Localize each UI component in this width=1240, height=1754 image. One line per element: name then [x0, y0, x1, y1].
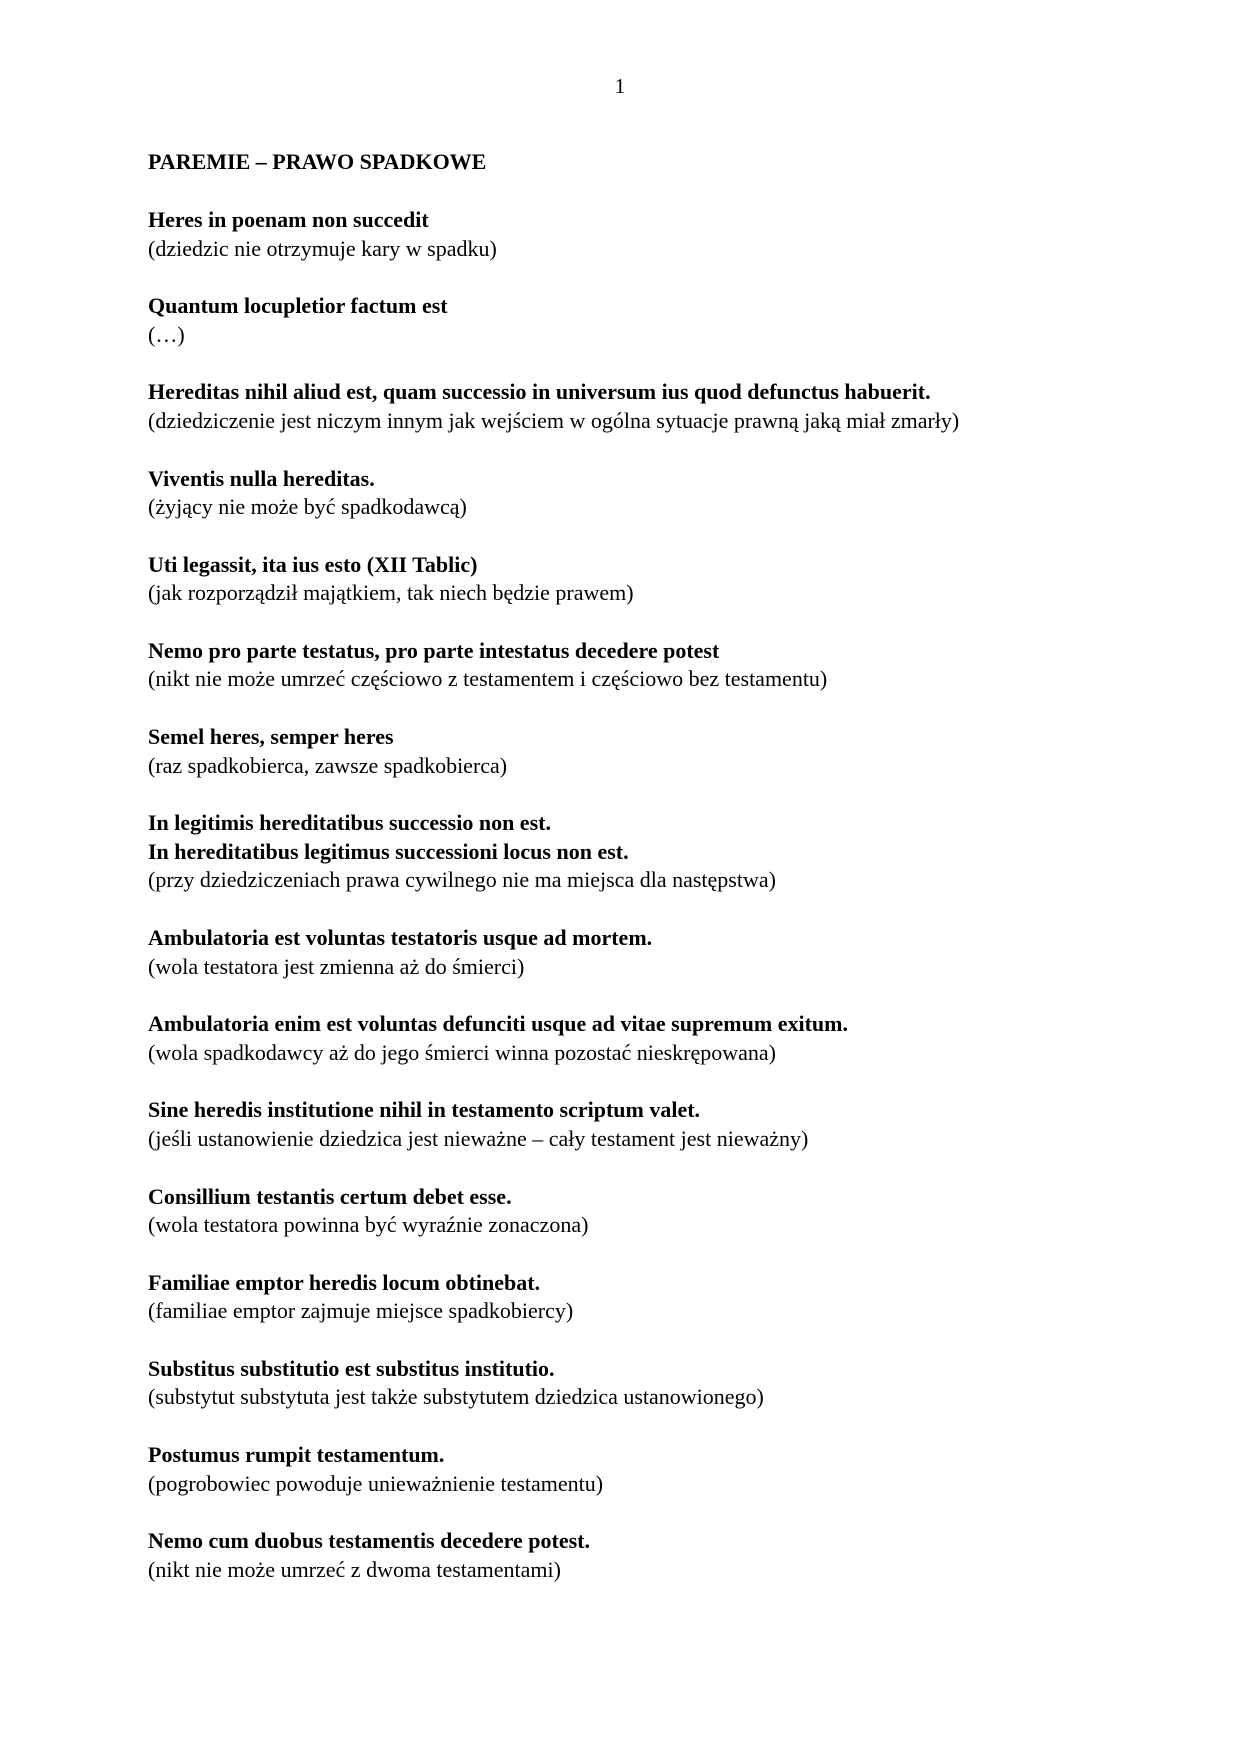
- paremia-entry: [148, 378, 1188, 464]
- paremia-entry: [148, 1527, 1188, 1613]
- latin-maxim: Ambulatoria enim est voluntas defunciti usque ad vitae supremum exitum.: [148, 1011, 848, 1037]
- latin-maxim: Uti legassit, ita ius esto (XII Tablic): [148, 551, 478, 577]
- paremia-entry: [148, 292, 1188, 378]
- page-number: 1: [614, 74, 626, 98]
- polish-translation: (pogrobowiec powoduje unieważnienie testamentu): [148, 1470, 604, 1496]
- latin-maxim: Substitus substitutio est substitus institutio.: [148, 1355, 555, 1381]
- paremia-entry: [148, 1183, 1188, 1269]
- latin-maxim: Consillium testantis certum debet esse.: [148, 1183, 512, 1209]
- polish-translation: (substytut substytuta jest także substytutem dziedzica ustanowionego): [148, 1384, 764, 1410]
- paremia-entry: [148, 1010, 1188, 1096]
- polish-translation: (wola testatora powinna być wyraźnie zonaczona): [148, 1212, 589, 1238]
- latin-maxim: Familiae emptor heredis locum obtinebat.: [148, 1269, 541, 1295]
- polish-translation: (wola testatora jest zmienna aż do śmierci): [148, 953, 525, 979]
- document-title: PAREMIE – PRAWO SPADKOWE: [148, 149, 487, 174]
- latin-maxim: Sine heredis institutione nihil in testamento scriptum valet.: [148, 1097, 701, 1123]
- latin-maxim: Postumus rumpit testamentum.: [148, 1442, 445, 1468]
- polish-translation: (familiae emptor zajmuje miejsce spadkobiercy): [148, 1298, 574, 1324]
- latin-maxim: Quantum locupletior factum est: [148, 293, 448, 319]
- latin-maxim: Ambulatoria est voluntas testatoris usque ad mortem.: [148, 925, 653, 950]
- latin-maxim: In legitimis hereditatibus successio non est.: [148, 810, 551, 836]
- paremia-entry: [148, 1355, 1188, 1441]
- polish-translation: (dziedziczenie jest niczym innym jak wejściem w ogólna sytuacje prawną jaką miał zmarły): [148, 407, 960, 433]
- paremie-list: [148, 206, 1188, 1614]
- latin-maxim: Viventis nulla hereditas.: [148, 465, 375, 491]
- polish-translation: (dziedzic nie otrzymuje kary w spadku): [148, 235, 497, 261]
- paremia-entry: [148, 551, 1188, 637]
- polish-translation: (raz spadkobierca, zawsze spadkobierca): [148, 752, 508, 778]
- paremia-entry: [148, 924, 1188, 1010]
- latin-maxim: Nemo pro parte testatus, pro parte intestatus decedere potest: [148, 637, 720, 663]
- polish-translation: (jak rozporządził majątkiem, tak niech będzie prawem): [148, 580, 634, 606]
- paremia-entry: [148, 723, 1188, 809]
- paremia-entry: [148, 1096, 1188, 1182]
- paremia-entry: [148, 1269, 1188, 1355]
- latin-maxim: Hereditas nihil aliud est, quam successio in universum ius quod defunctus habuerit.: [148, 379, 931, 405]
- latin-maxim-variant: In hereditatibus legitimus successioni locus non est.: [148, 838, 629, 864]
- polish-translation: (żyjący nie może być spadkodawcą): [148, 494, 467, 520]
- latin-maxim: Nemo cum duobus testamentis decedere potest.: [148, 1528, 590, 1554]
- polish-translation: (nikt nie może umrzeć z dwoma testamentami): [148, 1556, 561, 1582]
- paremia-entry: [148, 465, 1188, 551]
- paremia-entry: [148, 637, 1188, 723]
- paremia-entry: [148, 1441, 1188, 1527]
- polish-translation: (…): [148, 321, 185, 347]
- polish-translation: (jeśli ustanowienie dziedzica jest nieważne – cały testament jest nieważny): [148, 1125, 809, 1151]
- latin-maxim: Heres in poenam non succedit: [148, 207, 429, 232]
- paremia-entry: [148, 206, 1188, 292]
- paremia-entry: [148, 809, 1188, 924]
- polish-translation: (wola spadkodawcy aż do jego śmierci winna pozostać nieskrępowana): [148, 1039, 776, 1065]
- polish-translation: (przy dziedziczeniach prawa cywilnego nie ma miejsca dla następstwa): [148, 867, 776, 893]
- polish-translation: (nikt nie może umrzeć częściowo z testamentem i częściowo bez testamentu): [148, 666, 828, 692]
- latin-maxim: Semel heres, semper heres: [148, 724, 394, 750]
